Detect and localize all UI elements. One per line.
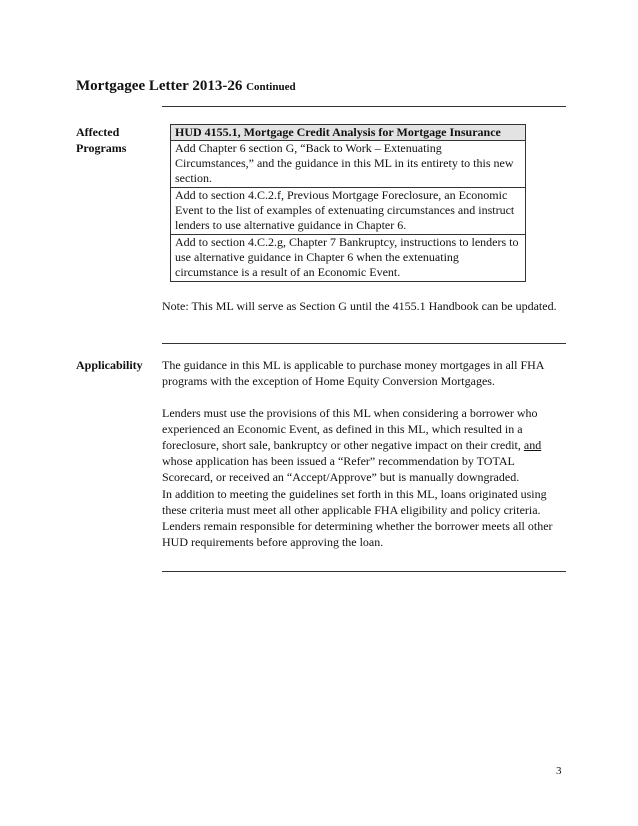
page-number: 3 xyxy=(556,765,562,777)
continued-label: Continued xyxy=(246,81,296,93)
divider-middle xyxy=(162,343,566,344)
divider-bottom xyxy=(162,571,566,572)
affected-label-line1: Affected xyxy=(76,125,120,139)
applicability-paragraph-2 xyxy=(162,405,562,485)
table-row: Add to section 4.C.2.f, Previous Mortgage Foreclosure, an Economic Event to the list of examples of extenuating circumstances and instruct lenders to use alternative guidance in Chapter 6. xyxy=(171,188,525,235)
applicability-paragraph-1: The guidance in this ML is applicable to purchase money mortgages in all FHA programs with the exception of Home Equity Conversion Mortgages. xyxy=(162,358,544,388)
paragraph-2-text-start: Lenders must use the provisions of this ML when considering a borrower who experienced an Economic Event, as defined in this ML, which resulted in a foreclosure, short sale, bankruptcy or other negative impact on their credit, xyxy=(162,406,538,452)
paragraph-2-text-end: whose application has been issued a “Refer” recommendation by TOTAL Scorecard, or received an “Accept/Approve” but is manually downgraded. xyxy=(162,454,520,484)
applicability-label: Applicability xyxy=(76,358,143,372)
title-text: Mortgagee Letter 2013-26 xyxy=(76,78,243,94)
applicability-paragraph-3: In addition to meeting the guidelines set forth in this ML, loans originated using these criteria must meet all other applicable FHA eligibility and policy criteria. Lenders remain responsible for determining whether the borrower meets all other HUD requirements before approving the loan. xyxy=(162,487,553,549)
underlined-and: and xyxy=(523,438,542,452)
affected-programs-table xyxy=(170,124,526,282)
table-row: Add Chapter 6 section G, “Back to Work – Extenuating Circumstances,” and the guidance in this ML in its entirety to this new section. xyxy=(171,141,525,188)
section-g-note: Note: This ML will serve as Section G until the 4155.1 Handbook can be updated. xyxy=(162,299,557,313)
page-title xyxy=(76,78,296,95)
affected-label-line2: Programs xyxy=(76,141,127,155)
table-row: Add to section 4.C.2.g, Chapter 7 Bankruptcy, instructions to lenders to use alternative guidance in Chapter 6 when the extenuating circumstance is a result of an Economic Event. xyxy=(175,235,519,279)
divider-top xyxy=(162,106,566,107)
affected-programs-label xyxy=(76,124,126,156)
table-header: HUD 4155.1, Mortgage Credit Analysis for Mortgage Insurance xyxy=(171,125,525,141)
